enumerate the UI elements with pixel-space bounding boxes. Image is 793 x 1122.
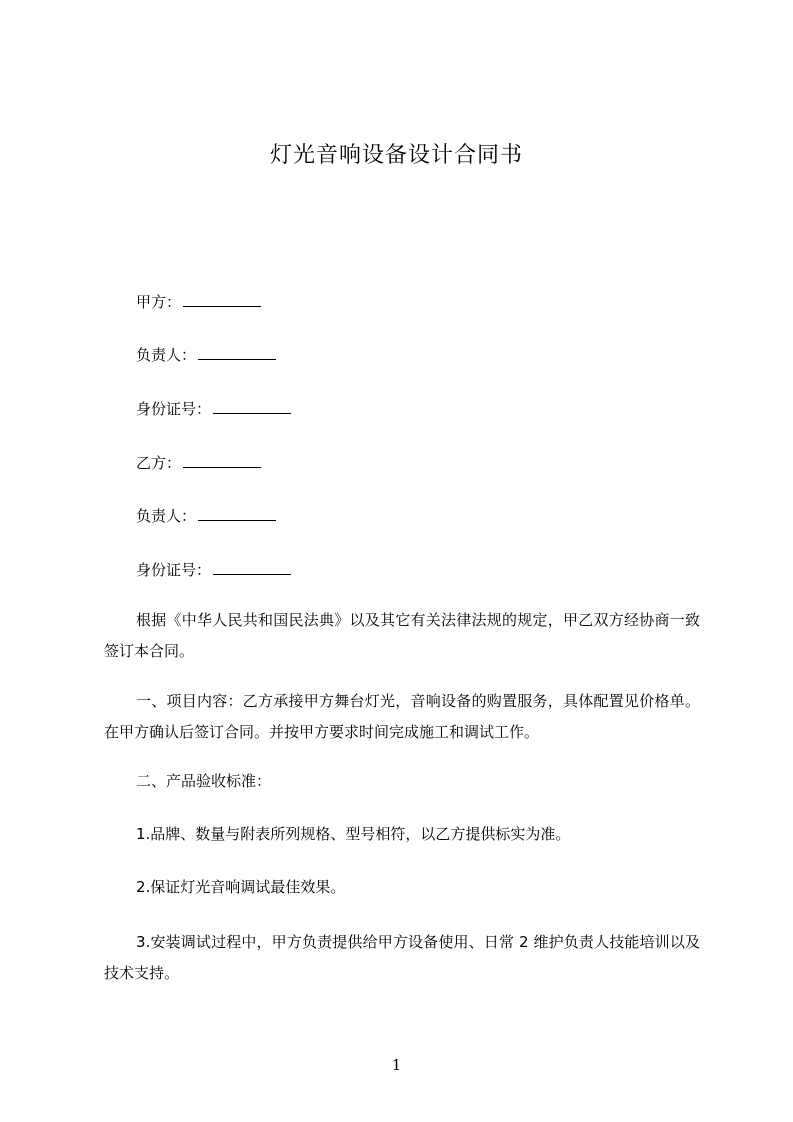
party-b-blank: [183, 451, 261, 468]
party-b-id-field: [136, 558, 291, 581]
party-b-leader-blank: [198, 504, 276, 521]
party-a-label: 甲方：: [136, 293, 182, 311]
party-b-leader-label: 负责人：: [136, 507, 197, 525]
list-item-2: 2.保证灯光音响调试最佳效果。: [136, 878, 346, 896]
party-a-blank: [183, 290, 261, 307]
party-b-id-label: 身份证号：: [136, 561, 212, 579]
party-a-leader-field: [136, 343, 276, 366]
intro-paragraph: 根据《中华人民共和国民法典》以及其它有关法律法规的规定，甲乙双方经协商一致签订本合同。: [104, 611, 700, 660]
party-b-field: [136, 451, 261, 474]
document-title: 灯光音响设备设计合同书: [269, 143, 523, 168]
party-a-field: [136, 290, 261, 313]
party-a-leader-blank: [198, 343, 276, 360]
section-1-paragraph: 一、项目内容：乙方承接甲方舞台灯光，音响设备的购置服务，具体配置见价格单。在甲方确认后签订合同。并按甲方要求时间完成施工和调试工作。: [104, 692, 700, 741]
party-a-id-field: [136, 397, 291, 420]
party-a-id-label: 身份证号：: [136, 400, 212, 418]
party-a-id-blank: [213, 397, 291, 414]
party-b-label: 乙方：: [136, 454, 182, 472]
list-item-1: 1.品牌、数量与附表所列规格、型号相符，以乙方提供标实为准。: [136, 825, 571, 843]
page-number: 1: [391, 1056, 402, 1074]
party-a-leader-label: 负责人：: [136, 346, 197, 364]
party-b-leader-field: [136, 504, 276, 527]
section-2-heading: 二、产品验收标准：: [136, 772, 272, 790]
party-b-id-blank: [213, 558, 291, 575]
list-item-3: 3.安装调试过程中，甲方负责提供给甲方设备使用、日常 2 维护负责人技能培训以及技术支持。: [104, 933, 700, 982]
